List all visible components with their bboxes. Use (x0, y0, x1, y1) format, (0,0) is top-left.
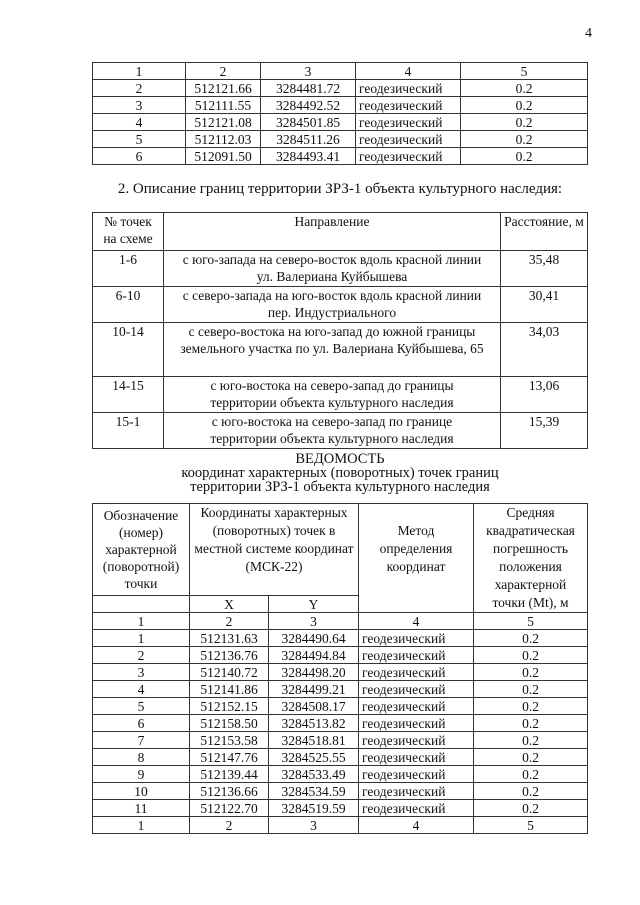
cell: 3284534.59 (269, 783, 359, 800)
cell: 10 (93, 783, 190, 800)
table-row (93, 131, 588, 148)
cell: геодезический (359, 630, 474, 647)
cell: 0.2 (474, 800, 588, 817)
cell: 512136.66 (190, 783, 269, 800)
table-row (93, 80, 588, 97)
table-row (93, 664, 588, 681)
cell: 512131.63 (190, 630, 269, 647)
cell: 3284494.84 (269, 647, 359, 664)
cell: с северо-запада на юго-восток вдоль красной линии пер. Индустриального (164, 287, 501, 323)
cell: 512121.08 (186, 114, 261, 131)
cell: 6 (93, 715, 190, 732)
cell: 3 (261, 63, 356, 80)
cell: 0.2 (474, 732, 588, 749)
cell: 3284513.82 (269, 715, 359, 732)
cell: геодезический (356, 80, 461, 97)
cell: Направление (164, 213, 501, 251)
cell: 5 (474, 817, 588, 834)
cell: 3284508.17 (269, 698, 359, 715)
cell: 35,48 (501, 251, 588, 287)
header-coordinates: Координаты характерных (поворотных) точек в местной системе координат (МСК-22) (190, 504, 359, 596)
cell: геодезический (359, 681, 474, 698)
header-error: Средняя квадратическая погрешность положения характерной точки (Mt), м (474, 504, 588, 613)
cell: 3284501.85 (261, 114, 356, 131)
cell: 15,39 (501, 413, 588, 449)
cell: геодезический (356, 97, 461, 114)
cell: 4 (356, 63, 461, 80)
cell: 3284518.81 (269, 732, 359, 749)
table-row (93, 323, 588, 377)
cell: 0.2 (474, 698, 588, 715)
cell: геодезический (359, 783, 474, 800)
cell: 3284492.52 (261, 97, 356, 114)
cell: 6-10 (93, 287, 164, 323)
cell: 0.2 (474, 647, 588, 664)
table-row (93, 698, 588, 715)
table-row (93, 715, 588, 732)
header-row (93, 213, 588, 251)
cell: геодезический (356, 148, 461, 165)
cell: 30,41 (501, 287, 588, 323)
cell: 1 (93, 817, 190, 834)
table-row (93, 97, 588, 114)
vedomost-subtitle-1: координат характерных (поворотных) точек границ (181, 465, 499, 481)
cell: геодезический (359, 698, 474, 715)
cell: 2 (190, 613, 269, 630)
cell: № точек на схеме (93, 213, 164, 251)
cell: 512147.76 (190, 749, 269, 766)
cell: Расстояние, м (501, 213, 588, 251)
cell: 3284533.49 (269, 766, 359, 783)
coordinates-table-continued (92, 62, 588, 165)
cell: 0.2 (461, 131, 588, 148)
cell: с юго-востока на северо-запад по границе территории объекта культурного наследия (164, 413, 501, 449)
cell: 512112.03 (186, 131, 261, 148)
cell: 512121.66 (186, 80, 261, 97)
vedomost-subtitle-2: территории ЗРЗ-1 объекта культурного наследия (190, 479, 490, 495)
table-row (93, 800, 588, 817)
cell: 9 (93, 766, 190, 783)
cell: 2 (186, 63, 261, 80)
cell: 2 (190, 817, 269, 834)
cell: 0.2 (461, 148, 588, 165)
cell: геодезический (359, 732, 474, 749)
cell: 14-15 (93, 377, 164, 413)
table-row (93, 413, 588, 449)
cell: геодезический (359, 647, 474, 664)
cell: 0.2 (474, 664, 588, 681)
cell: 512158.50 (190, 715, 269, 732)
cell: 15-1 (93, 413, 164, 449)
cell: геодезический (359, 749, 474, 766)
table-row (93, 681, 588, 698)
table-row (93, 647, 588, 664)
header-x: X (190, 596, 269, 613)
cell: 3284519.59 (269, 800, 359, 817)
cell: 1-6 (93, 251, 164, 287)
cell: 0.2 (461, 80, 588, 97)
cell: 512141.86 (190, 681, 269, 698)
cell: 4 (93, 681, 190, 698)
points-coordinates-table (92, 503, 588, 834)
cell: 0.2 (461, 97, 588, 114)
cell: 3 (269, 613, 359, 630)
header-method: Метод определения координат (359, 504, 474, 613)
cell: 0.2 (474, 630, 588, 647)
cell: 3 (93, 664, 190, 681)
cell: 0.2 (474, 681, 588, 698)
table-row (93, 783, 588, 800)
cell: 13,06 (501, 377, 588, 413)
header-y: Y (269, 596, 359, 613)
cell: геодезический (359, 800, 474, 817)
page-number: 4 (585, 26, 592, 41)
cell: 512152.15 (190, 698, 269, 715)
cell: 2 (93, 80, 186, 97)
header-point-blank (93, 596, 190, 613)
table-row (93, 114, 588, 131)
cell: геодезический (356, 131, 461, 148)
cell: 2 (93, 647, 190, 664)
cell: 7 (93, 732, 190, 749)
vedomost-title: ВЕДОМОСТЬ (295, 451, 385, 467)
cell: 8 (93, 749, 190, 766)
cell: 34,03 (501, 323, 588, 377)
table-row (93, 732, 588, 749)
cell: 5 (474, 613, 588, 630)
cell: 3 (269, 817, 359, 834)
cell: геодезический (356, 114, 461, 131)
cell: 0.2 (461, 114, 588, 131)
cell: 0.2 (474, 766, 588, 783)
cell: 3284481.72 (261, 80, 356, 97)
cell: 1 (93, 613, 190, 630)
vedomost-heading (60, 452, 620, 494)
cell: 5 (93, 131, 186, 148)
cell: 10-14 (93, 323, 164, 377)
cell: геодезический (359, 664, 474, 681)
cell: 0.2 (474, 783, 588, 800)
cell: 3284490.64 (269, 630, 359, 647)
cell: 3284498.20 (269, 664, 359, 681)
table-row (93, 287, 588, 323)
number-row (93, 613, 588, 630)
boundary-description-table (92, 212, 588, 449)
table-row (93, 377, 588, 413)
cell: 4 (359, 613, 474, 630)
cell: 6 (93, 148, 186, 165)
cell: 3 (93, 97, 186, 114)
cell: геодезический (359, 715, 474, 732)
cell: 4 (93, 114, 186, 131)
cell: геодезический (359, 766, 474, 783)
cell: 512153.58 (190, 732, 269, 749)
table-row (93, 766, 588, 783)
cell: 512139.44 (190, 766, 269, 783)
header-point: Обозначение (номер) характерной (поворотной) точки (93, 504, 190, 596)
table-row (93, 630, 588, 647)
cell: 1 (93, 630, 190, 647)
cell: 1 (93, 63, 186, 80)
section-2-title: 2. Описание границ территории ЗРЗ-1 объекта культурного наследия: (117, 181, 563, 197)
table-row (93, 749, 588, 766)
cell: 512140.72 (190, 664, 269, 681)
cell: 5 (93, 698, 190, 715)
table-row (93, 251, 588, 287)
cell: с юго-востока на северо-запад до границы территории объекта культурного наследия (164, 377, 501, 413)
cell: с юго-запада на северо-восток вдоль красной линии ул. Валериана Куйбышева (164, 251, 501, 287)
cell: 3284493.41 (261, 148, 356, 165)
cell: 512111.55 (186, 97, 261, 114)
cell: 4 (359, 817, 474, 834)
cell: 3284525.55 (269, 749, 359, 766)
cell: 0.2 (474, 715, 588, 732)
cell: 0.2 (474, 749, 588, 766)
cell: 3284511.26 (261, 131, 356, 148)
number-row (93, 63, 588, 80)
number-row (93, 817, 588, 834)
table-row (93, 148, 588, 165)
cell: 5 (461, 63, 588, 80)
cell: 3284499.21 (269, 681, 359, 698)
cell: 512136.76 (190, 647, 269, 664)
cell: 512091.50 (186, 148, 261, 165)
cell: 512122.70 (190, 800, 269, 817)
cell: с северо-востока на юго-запад до южной границы земельного участка по ул. Валериана Куйбышева, 65 (164, 323, 501, 377)
cell: 11 (93, 800, 190, 817)
